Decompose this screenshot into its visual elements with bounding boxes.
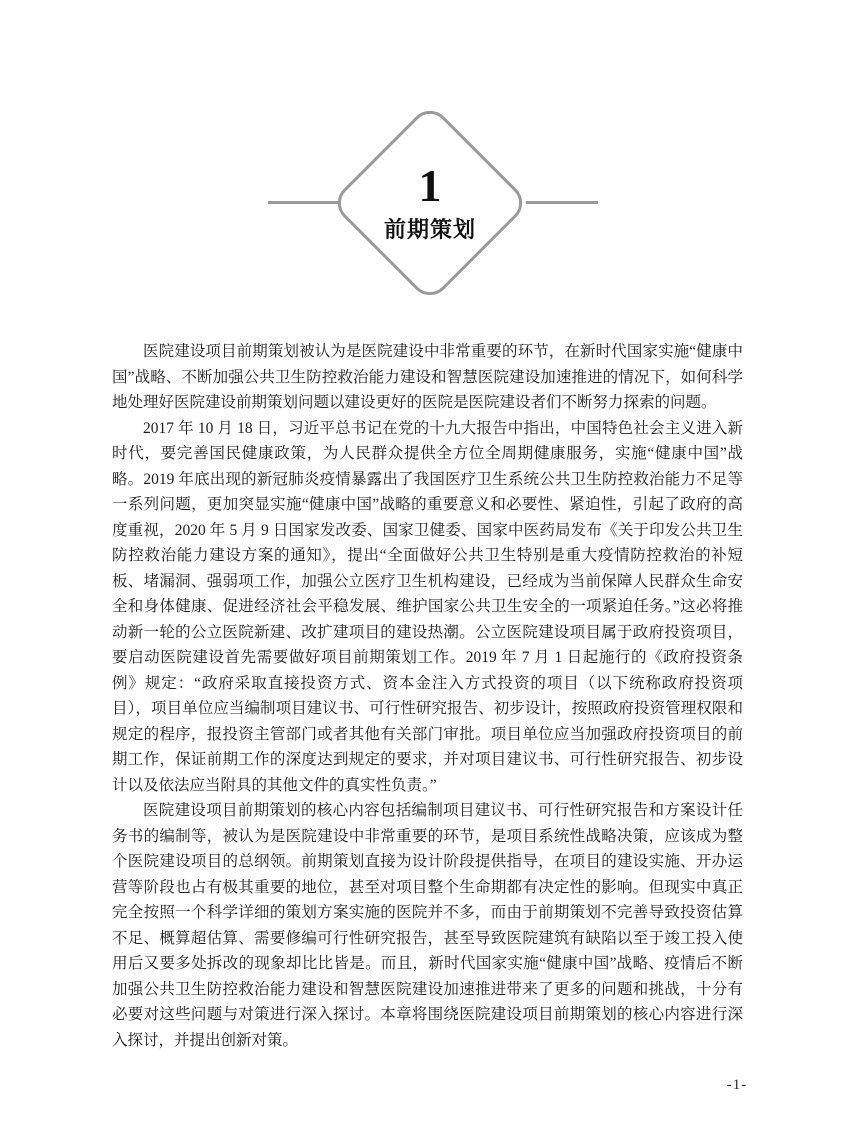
paragraph-core-content: 医院建设项目前期策划的核心内容包括编制项目建议书、可行性研究报告和方案设计任务书的编制等，被认为是医院建设中非常重要的环节，是项目系统性战略决策，应该成为整个医院建设项目的总纲领。前期策划直接为设计阶段提供指导，在项目的建设实施、开办运营等阶段也占有极其重要的地位，甚至对项目整个生命期都有决定性的影响。但现实中真正完全按照一个科学详细的策划方案实施的医院并不多，而由于前期策划不完善导致投资估算不足、概算超估算、需要修编可行性研究报告，甚至导致医院建筑有缺陷以至于竣工投入使用后又要多处拆改的现象却比比皆是。而且，新时代国家实施“健康中国”战略、疫情后不断加强公共卫生防控救治能力建设和智慧医院建设加速推进带来了更多的问题和挑战，十分有必要对这些问题与对策进行深入探讨。本章将围绕医院建设项目前期策划的核心内容进行深入探讨，并提出创新对策。 — [112, 802, 743, 1049]
ornament-rule-left — [268, 201, 338, 204]
chapter-diamond-ornament — [330, 103, 531, 304]
paragraph-policy-background: 2017 年 10 月 18 日，习近平总书记在党的十九大报告中指出，中国特色社会主义进入新时代，要完善国民健康政策，为人民群众提供全方位全周期健康服务，实施“健康中国”战略。2019 年底出现的新冠肺炎疫情暴露出了我国医疗卫生系统公共卫生防控救治能力不足等一系列问题，更加突显实施“健康中国”战略的重要意义和必要性、紧迫性，引起了政府的高度重视，2020 年 5 月 9 日国家发改委、国家卫健委、国家中医药局发布《关于印发公共卫生防控救治能力建设方案的通知》，提出“全面做好公共卫生特别是重大疫情防控救治的补短板、堵漏洞、强弱项工作，加强公立医疗卫生机构建设，已经成为当前保障人民群众生命安全和身体健康、促进经济社会平稳发展、维护国家公共卫生安全的一项紧迫任务。”这必将推动新一轮的公立医院新建、改扩建项目的建设热潮。公立医院建设项目属于政府投资项目，要启动医院建设首先需要做好项目前期策划工作。2019 年 7 月 1 日起施行的《政府投资条例》规定：“政府采取直接投资方式、资本金注入方式投资的项目（以下统称政府投资项目），项目单位应当编制项目建议书、可行性研究报告、初步设计，按照政府投资管理权限和规定的程序，报投资主管部门或者其他有关部门审批。项目单位应当加强政府投资项目的前期工作，保证前期工作的深度达到规定的要求，并对项目建议书、可行性研究报告、初步设计以及依法应当附具的其他文件的真实性负责。” — [112, 419, 743, 794]
page-number: -1- — [726, 1077, 748, 1093]
chapter-number: 1 — [418, 160, 442, 212]
paragraph-intro: 医院建设项目前期策划被认为是医院建设中非常重要的环节，在新时代国家实施“健康中国”战略、不断加强公共卫生防控救治能力建设和智慧医院建设加速推进的情况下，如何科学地处理好医院建设前期策划问题以建设更好的医院是医院建设者们不断努力探索的问题。 — [112, 343, 743, 411]
body-text-block — [112, 339, 743, 1053]
ornament-rule-right — [526, 201, 598, 204]
chapter-title: 前期策划 — [383, 216, 476, 242]
chapter-heading — [359, 132, 501, 274]
